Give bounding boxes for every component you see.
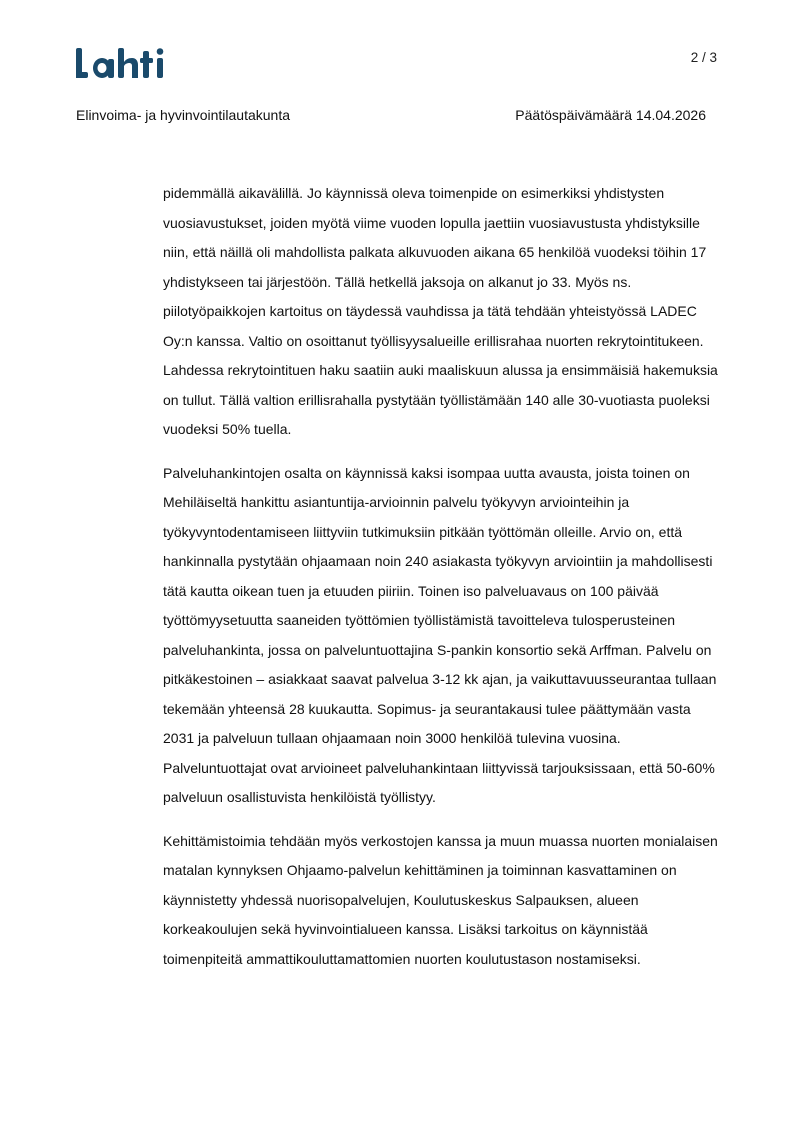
document-header [76,107,706,123]
page-number: 2 / 3 [690,50,717,65]
lahti-logo [76,46,172,82]
document-body [163,179,723,988]
paragraph: Palveluhankintojen osalta on käynnissä kaksi isompaa uutta avausta, joista toinen on Mehiläiseltä hankittu asiantuntija-arvioinnin palvelu työkyvyn arviointeihin ja työkyvyntodentamiseen liittyviin tutkimuksiin pitkään työttömän olleille. Arvio on, että hankinnalla pystytään ohjaamaan noin 240 asiakasta työkyvyn arviointiin ja mahdollisesti tätä kautta oikean tuen ja etuuden piiriin. Toinen iso palveluavaus on 100 päivää työttömyysetuutta saaneiden työttömien työllistämistä tavoitteleva tulosperusteinen palveluhankinta, jossa on palveluntuottajina S-pankin konsortio sekä Arffman. Palvelu on pitkäkestoinen – asiakkaat saavat palvelua 3-12 kk ajan, ja vaikuttavuusseurantaa tullaan tekemään yhteensä 28 kuukautta. Sopimus- ja seurantakausi tulee päättymään vasta 2031 ja palveluun tullaan ohjaamaan noin 3000 henkilöä tulevina vuosina. Palveluntuottajat ovat arvioineet palveluhankintaan liittyvissä tarjouksissaan, että 50-60% palveluun osallistuvista henkilöistä työllistyy. [163,464,717,805]
paragraph: Kehittämistoimia tehdään myös verkostojen kanssa ja muun muassa nuorten monialaisen matalan kynnyksen Ohjaamo-palvelun kehittäminen ja toiminnan kasvattaminen on käynnistetty yhdessä nuorisopalvelujen, Koulutuskeskus Salpauksen, alueen korkeakoulujen sekä hyvinvointialueen kanssa. Lisäksi tarkoitus on käynnistää toimenpiteitä ammattikouluttamattomien nuorten koulutustason nostamiseksi. [163,832,718,967]
paragraph: pidemmällä aikavälillä. Jo käynnissä oleva toimenpide on esimerkiksi yhdistysten vuosiavustukset, joiden myötä viime vuoden lopulla jaettiin vuosiavustusta yhdistyksille niin, että näillä oli mahdollista palkata alkuvuoden aikana 65 henkilöä vuodeksi töihin 17 yhdistykseen tai järjestöön. Tällä hetkellä jaksoja on alkanut jo 33. Myös ns. piilotyöpaikkojen kartoitus on täydessä vauhdissa ja tätä tehdään yhteistyössä LADEC Oy:n kanssa. Valtio on osoittanut työllisyysalueille erillisrahaa nuorten rekrytointitukeen. Lahdessa rekrytointituen haku saatiin auki maaliskuun alussa ja ensimmäisiä hakemuksia on tullut. Tällä valtion erillisrahalla pystytään työllistämään 140 alle 30-vuotiasta puoleksi vuodeksi 50% tuella. [163,185,718,437]
decision-date: Päätöspäivämäärä 14.04.2026 [515,107,706,123]
committee-name: Elinvoima- ja hyvinvointilautakunta [76,107,290,123]
